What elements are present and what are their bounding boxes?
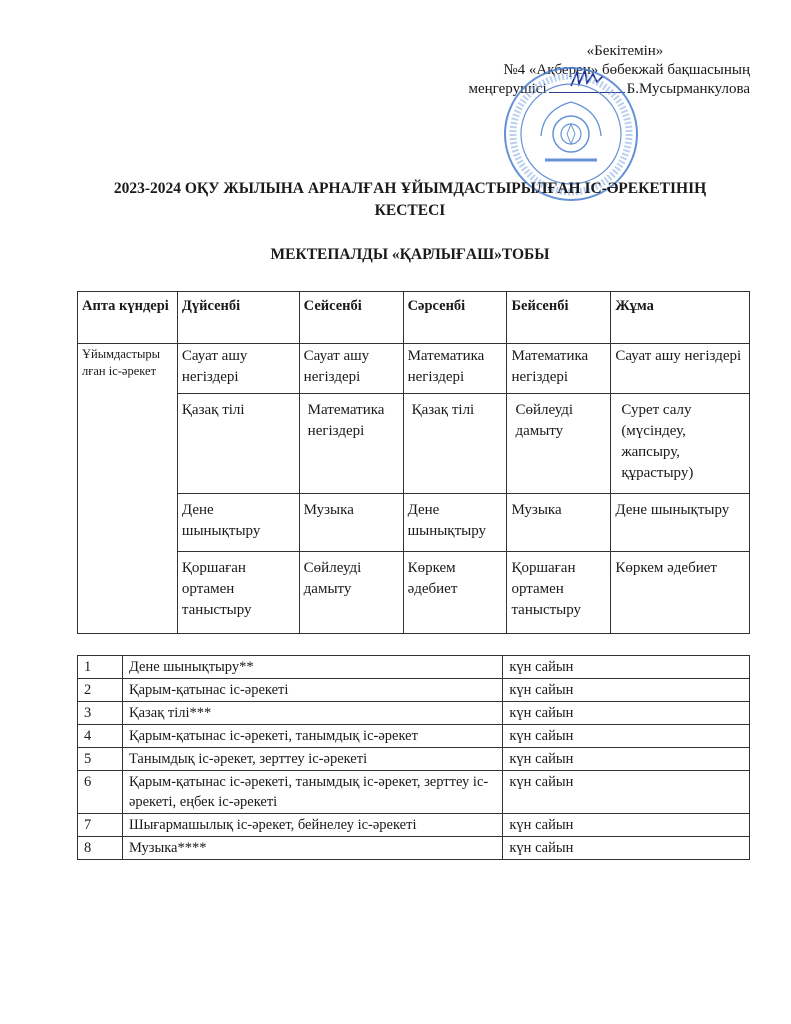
schedule-cell: Сауат ашу негіздері: [299, 344, 403, 394]
activity-row: [78, 656, 750, 679]
activity-frequency: күн сайын: [503, 656, 750, 679]
activity-frequency: күн сайын: [503, 725, 750, 748]
schedule-cell: Дене шынықтыру: [177, 494, 299, 552]
schedule-cell: Сауат ашу негіздері: [177, 344, 299, 394]
schedule-row: [78, 552, 750, 634]
header-monday: Дүйсенбі: [177, 292, 299, 344]
schedule-cell: Көркем әдебиет: [611, 552, 750, 634]
activity-row: [78, 837, 750, 860]
activity-row: [78, 771, 750, 814]
schedule-cell: Математика негіздері: [403, 344, 507, 394]
schedule-cell: Сурет салу (мүсіндеу, жапсыру, құрастыру): [611, 394, 750, 494]
activity-row: [78, 702, 750, 725]
activity-name: Танымдық іс-әрекет, зерттеу іс-әрекеті: [122, 748, 502, 771]
activity-row: [78, 725, 750, 748]
activity-number: 4: [78, 725, 123, 748]
approval-name: Б.Мусырманкулова: [626, 81, 750, 97]
activity-frequency: күн сайын: [503, 679, 750, 702]
approval-institution: №4 «Ақберен» бөбекжай бақшасының: [503, 62, 750, 78]
activity-frequency: күн сайын: [503, 814, 750, 837]
schedule-cell: Қазақ тілі: [403, 394, 507, 494]
activity-name: Музыка****: [122, 837, 502, 860]
activity-name: Қарым-қатынас іс-әрекеті, танымдық іс-әрекет: [122, 725, 502, 748]
activity-number: 7: [78, 814, 123, 837]
activity-row: [78, 748, 750, 771]
header-thursday: Бейсенбі: [507, 292, 611, 344]
schedule-row: [78, 494, 750, 552]
approval-heading: «Бекітемін»: [586, 43, 664, 59]
activity-frequency: күн сайын: [503, 771, 750, 814]
activity-number: 2: [78, 679, 123, 702]
activity-number: 6: [78, 771, 123, 814]
header-friday: Жұма: [611, 292, 750, 344]
header-weekdays: Апта күндері: [78, 292, 178, 344]
activity-frequency-table: [77, 655, 750, 860]
activity-row: [78, 679, 750, 702]
approval-block: [430, 42, 750, 99]
signature: [549, 80, 625, 93]
header-tuesday: Сейсенбі: [299, 292, 403, 344]
group-subtitle: МЕКТЕПАЛДЫ «ҚАРЛЫҒАШ»ТОБЫ: [270, 246, 550, 263]
activity-name: Қарым-қатынас іс-әрекеті: [122, 679, 502, 702]
schedule-cell: Дене шынықтыру: [403, 494, 507, 552]
schedule-cell: Көркем әдебиет: [403, 552, 507, 634]
schedule-cell: Қоршаған ортамен таныстыру: [507, 552, 611, 634]
activity-number: 3: [78, 702, 123, 725]
activity-row: [78, 814, 750, 837]
schedule-cell: Сөйлеуді дамыту: [507, 394, 611, 494]
schedule-cell: Сөйлеуді дамыту: [299, 552, 403, 634]
activity-name: Қазақ тілі***: [122, 702, 502, 725]
activity-number: 1: [78, 656, 123, 679]
schedule-row: [78, 394, 750, 494]
title-line-2: КЕСТЕСІ: [374, 202, 446, 219]
activity-number: 8: [78, 837, 123, 860]
activity-number: 5: [78, 748, 123, 771]
schedule-cell: Дене шынықтыру: [611, 494, 750, 552]
row-label-organized-activity: Ұйымдастыры лған іс-әрекет: [78, 344, 178, 634]
schedule-cell: Математика негіздері: [299, 394, 403, 494]
schedule-cell: Қазақ тілі: [177, 394, 299, 494]
header-wednesday: Сәрсенбі: [403, 292, 507, 344]
activity-frequency: күн сайын: [503, 702, 750, 725]
approval-signature-line: [430, 80, 750, 99]
activity-name: Дене шынықтыру**: [122, 656, 502, 679]
activity-name: Қарым-қатынас іс-әрекеті, танымдық іс-әрекет, зерттеу іс-әрекеті, еңбек іс-әрекеті: [122, 771, 502, 814]
schedule-cell: Музыка: [299, 494, 403, 552]
schedule-cell: Музыка: [507, 494, 611, 552]
activity-frequency: күн сайын: [503, 837, 750, 860]
document-title: [60, 178, 760, 222]
activity-name: Шығармашылық іс-әрекет, бейнелеу іс-әрекеті: [122, 814, 502, 837]
schedule-row: [78, 344, 750, 394]
approval-position: меңгерушісі: [468, 81, 547, 97]
schedule-cell: Сауат ашу негіздері: [611, 344, 750, 394]
schedule-header-row: [78, 292, 750, 344]
weekly-schedule-table: [77, 291, 750, 634]
activity-frequency: күн сайын: [503, 748, 750, 771]
title-line-1: 2023-2024 ОҚУ ЖЫЛЫНА АРНАЛҒАН ҰЙЫМДАСТЫРЫЛҒАН ІС-ӘРЕКЕТІНІҢ: [113, 180, 707, 197]
schedule-cell: Қоршаған ортамен таныстыру: [177, 552, 299, 634]
schedule-cell: Математика негіздері: [507, 344, 611, 394]
